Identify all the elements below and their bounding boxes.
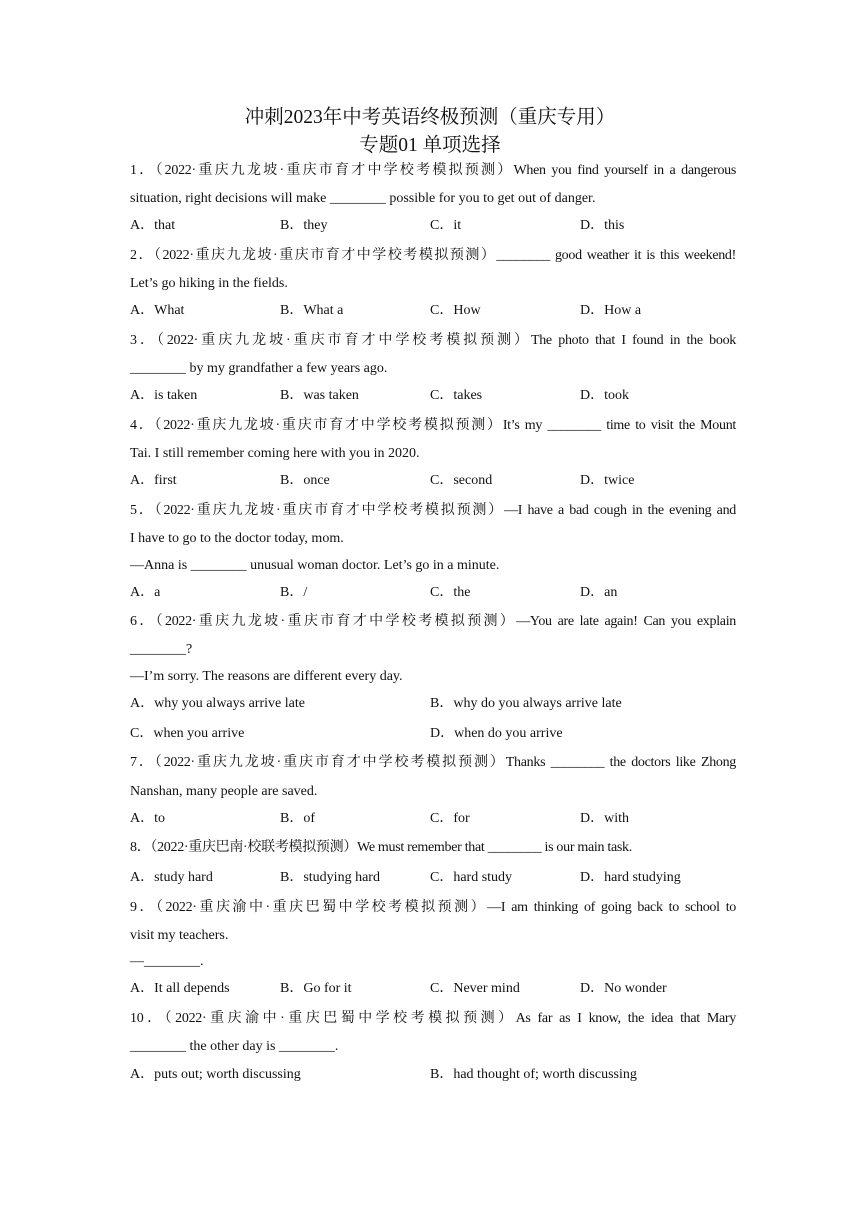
- question-5-option-a: A．a: [130, 585, 161, 600]
- question-7-line-2: Nanshan, many people are saved.: [130, 784, 318, 799]
- question-9-option-a: A．It all depends: [130, 981, 230, 996]
- question-8-option-c: C．hard study: [430, 870, 513, 885]
- question-9-option-b: B．Go for it: [280, 981, 352, 996]
- question-10-option-a: A．puts out; worth discussing: [130, 1067, 301, 1082]
- question-2-option-c: C．How: [430, 303, 481, 318]
- question-2-option-a: A．What: [130, 303, 185, 318]
- question-3-line-1: 3．（2022·重庆九龙坡·重庆市育才中学校考模拟预测）The photo that I found in the book: [130, 333, 736, 348]
- question-3-option-c: C．takes: [430, 388, 483, 403]
- question-1-option-d: D．this: [580, 218, 625, 233]
- question-4-option-c: C．second: [430, 473, 493, 488]
- question-2-line-1: 2．（2022·重庆九龙坡·重庆市育才中学校考模拟预测）________ good weather it is this weekend!: [130, 248, 736, 263]
- question-6-line-2: ________?: [130, 642, 193, 657]
- question-9-option-c: C．Never mind: [430, 981, 520, 996]
- question-7-option-b: B．of: [280, 811, 315, 826]
- question-1-line-2: situation, right decisions will make ________ possible for you to get out of danger.: [130, 191, 596, 206]
- question-4-line-2: Tai. I still remember coming here with you in 2020.: [130, 446, 420, 461]
- question-7-line-1: 7．（2022·重庆九龙坡·重庆市育才中学校考模拟预测）Thanks ________ the doctors like Zhong: [130, 755, 736, 770]
- question-6-line-1: 6．（2022·重庆九龙坡·重庆市育才中学校考模拟预测）—You are late again! Can you explain: [130, 614, 736, 629]
- question-4-option-b: B．once: [280, 473, 330, 488]
- question-2-option-b: B．What a: [280, 303, 344, 318]
- question-3-option-a: A．is taken: [130, 388, 198, 403]
- question-4-option-a: A．first: [130, 473, 177, 488]
- question-6-option-c: C．when you arrive: [130, 726, 245, 741]
- question-9-option-d: D．No wonder: [580, 981, 667, 996]
- question-9-line-1: 9．（2022·重庆渝中·重庆巴蜀中学校考模拟预测）—I am thinking of going back to school to: [130, 900, 736, 915]
- question-3-option-b: B．was taken: [280, 388, 359, 403]
- question-7-option-d: D．with: [580, 811, 629, 826]
- question-1-option-c: C．it: [430, 218, 462, 233]
- question-10-line-1: 10．（2022·重庆渝中·重庆巴蜀中学校考模拟预测）As far as I know, the idea that Mary: [130, 1011, 736, 1026]
- question-3-option-d: D．took: [580, 388, 629, 403]
- question-10-option-b: B．had thought of; worth discussing: [430, 1067, 637, 1082]
- question-6-line-3: —I’m sorry. The reasons are different every day.: [130, 669, 403, 684]
- question-5-option-b: B．/: [280, 585, 308, 600]
- question-8-option-a: A．study hard: [130, 870, 213, 885]
- question-1-option-b: B．they: [280, 218, 328, 233]
- question-9-line-3: —________.: [130, 954, 204, 969]
- question-7-option-a: A．to: [130, 811, 165, 826]
- question-5-option-c: C．the: [430, 585, 471, 600]
- question-6-option-d: D．when do you arrive: [430, 726, 563, 741]
- question-2-option-d: D．How a: [580, 303, 642, 318]
- question-5-line-2: I have to go to the doctor today, mom.: [130, 531, 344, 546]
- question-9-line-2: visit my teachers.: [130, 928, 229, 943]
- question-4-option-d: D．twice: [580, 473, 635, 488]
- question-6-option-a: A．why you always arrive late: [130, 696, 305, 711]
- question-8-option-b: B．studying hard: [280, 870, 380, 885]
- question-2-line-2: Let’s go hiking in the fields.: [130, 276, 288, 291]
- question-1-option-a: A．that: [130, 218, 176, 233]
- question-5-option-d: D．an: [580, 585, 618, 600]
- question-1-line-1: 1．（2022·重庆九龙坡·重庆市育才中学校考模拟预测）When you find yourself in a dangerous: [130, 163, 736, 178]
- document-subtitle: 专题01 单项选择: [359, 135, 501, 156]
- question-8-line-1: 8．（2022·重庆巴南·校联考模拟预测）We must remember that ________ is our main task.: [130, 840, 632, 855]
- question-4-line-1: 4．（2022·重庆九龙坡·重庆市育才中学校考模拟预测）It’s my ________ time to visit the Mount: [130, 418, 736, 433]
- document-title: 冲刺2023年中考英语终极预测（重庆专用）: [244, 107, 616, 128]
- question-6-option-b: B．why do you always arrive late: [430, 696, 622, 711]
- question-3-line-2: ________ by my grandfather a few years ago.: [130, 361, 388, 376]
- question-5-line-1: 5．（2022·重庆九龙坡·重庆市育才中学校考模拟预测）—I have a bad cough in the evening and: [130, 503, 736, 518]
- question-10-line-2: ________ the other day is ________.: [130, 1039, 339, 1054]
- question-5-line-3: —Anna is ________ unusual woman doctor. Let’s go in a minute.: [130, 558, 500, 573]
- question-8-option-d: D．hard studying: [580, 870, 681, 885]
- question-7-option-c: C．for: [430, 811, 470, 826]
